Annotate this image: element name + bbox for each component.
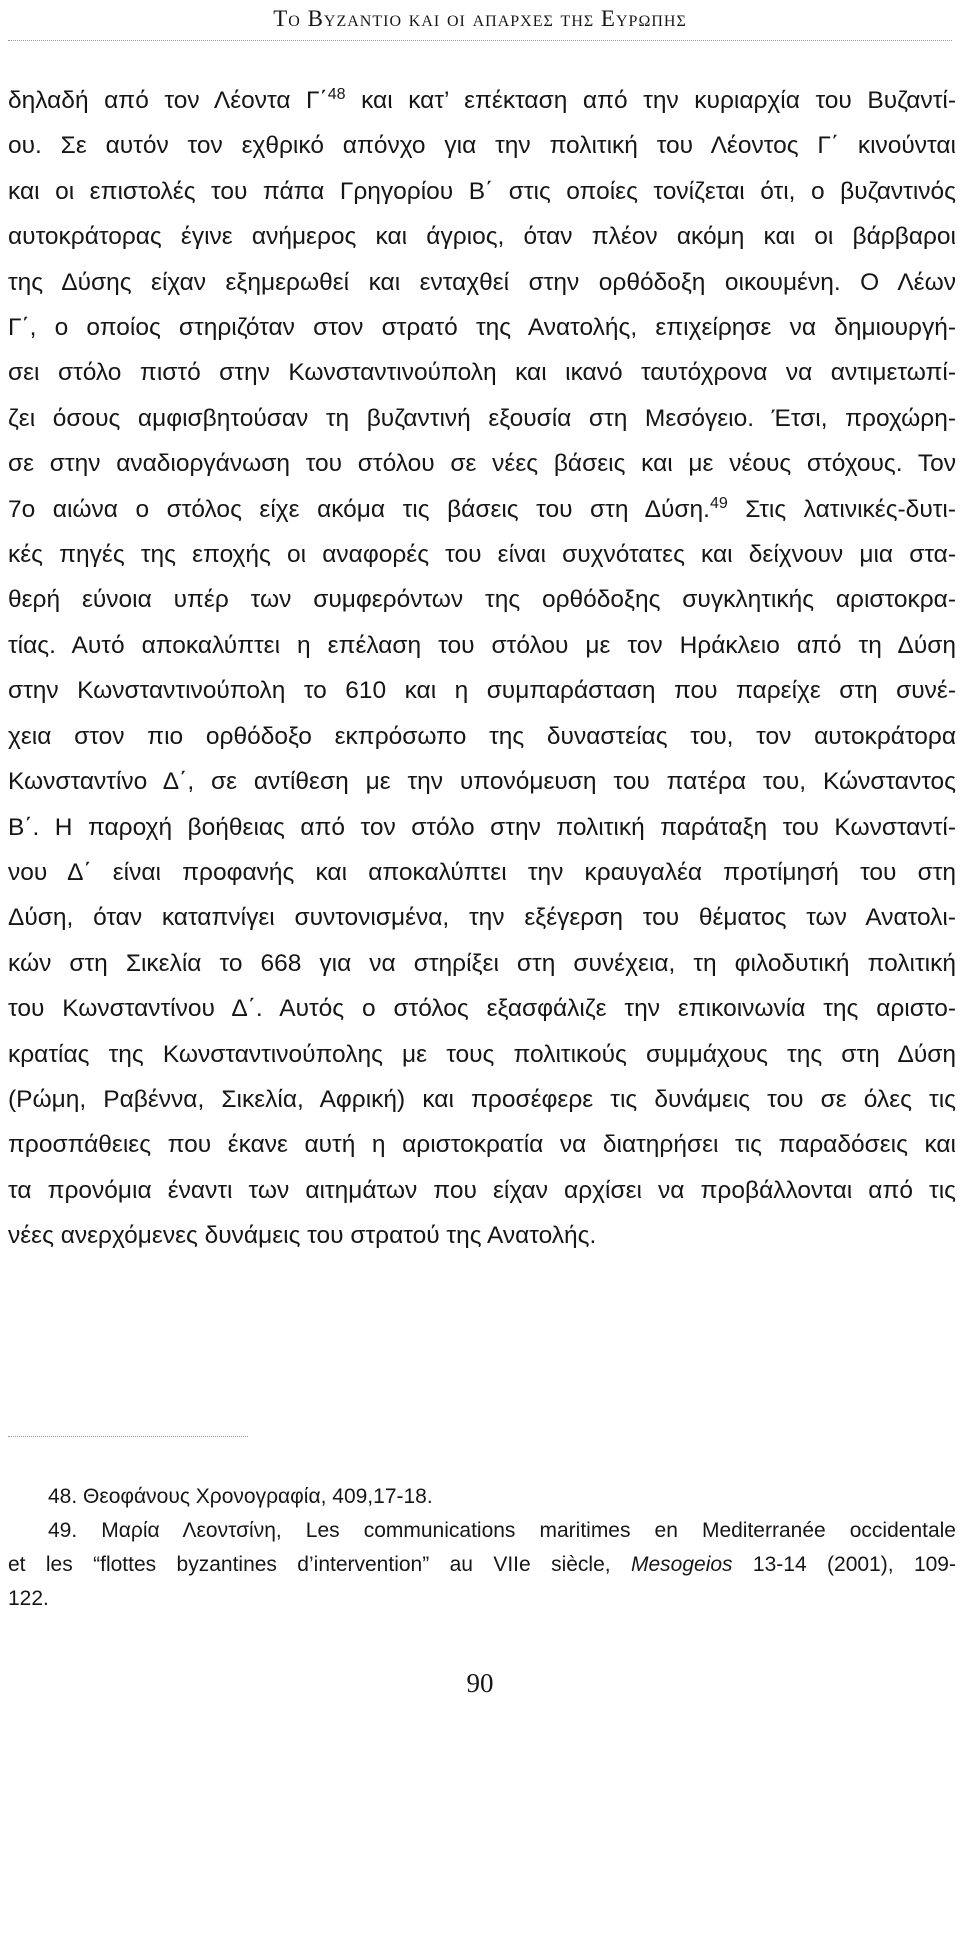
body-line-text: κρατίας της Κωνσταντινούπολης με τους πολιτικούς συμμάχους της στη Δύση — [8, 1040, 956, 1068]
body-line-text: σει στόλο πιστό στην Κωνσταντινούπολη και ικανό ταυτόχρονα να αντιμετωπί- — [8, 359, 956, 387]
body-text — [8, 78, 956, 1259]
body-line — [8, 714, 956, 759]
footnote-reference[interactable]: 48 — [327, 86, 346, 103]
body-line-text: νου Δ΄ είναι προφανής και αποκαλύπτει την κραυγαλέα προτίμησή του στη — [8, 858, 956, 886]
footnote-49-line-2 — [8, 1548, 956, 1582]
body-line — [8, 1213, 956, 1258]
body-line-text: θερή εύνοια υπέρ των συμφερόντων της ορθόδοξης συγκλητικής αριστοκρα- — [8, 586, 956, 614]
body-line-text: 7ο αιώνα ο στόλος είχε ακόμα τις βάσεις του στη Δύση. — [8, 495, 710, 523]
body-line — [8, 1032, 956, 1077]
running-title: Το Βυζαντιο και οι απαρχες της Ευρωπης — [273, 6, 687, 31]
body-line — [8, 396, 956, 441]
body-line-text: τα προνόμια έναντι των αιτημάτων που είχαν αρχίσει να προβάλλονται από τις — [8, 1176, 956, 1204]
body-line-text: Δύση, όταν καταπνίγει συντονισμένα, την εξέγερση του θέματος των Ανατολι- — [8, 904, 956, 932]
footnote-49-line-1: 49. Μαρία Λεοντσίνη, Les communications maritimes en Mediterranée occidentale — [48, 1519, 956, 1542]
body-line — [8, 986, 956, 1031]
body-line — [8, 1077, 956, 1122]
body-line — [8, 78, 956, 123]
footnote-rule — [8, 1436, 248, 1437]
footnote-49-line-3: 122. — [8, 1587, 49, 1610]
body-line — [8, 805, 956, 850]
body-line-text: κές πηγές της εποχής οι αναφορές του είναι συχνότατες και δείχνουν μια στα- — [8, 541, 956, 569]
body-line-text: ζει όσους αμφισβητούσαν τη βυζαντινή εξουσία στη Μεσόγειο. Έτσι, προχώρη- — [8, 404, 956, 432]
body-line-text: νέες ανερχόμενες δυνάμεις του στρατού της Ανατολής. — [8, 1222, 597, 1250]
body-line-text: προσπάθειες που έκανε αυτή η αριστοκρατία να διατηρήσει τις παραδόσεις και — [8, 1131, 956, 1159]
body-line-text: (Ρώμη, Ραβέννα, Σικελία, Αφρική) και προσέφερε τις δυνάμεις του σε όλες τις — [8, 1085, 956, 1113]
body-line-text: και κατ’ επέκταση από την κυριαρχία του Βυζαντί- — [345, 87, 956, 114]
footnote-49-line-2-text-a: et les “flottes byzantines d’intervention” au VIIe siècle, — [8, 1553, 631, 1576]
body-line-text: κών στη Σικελία το 668 για να στηρίξει στη συνέχεια, τη φιλοδυτική πολιτική — [8, 949, 956, 977]
body-line — [8, 668, 956, 713]
body-line-text: αυτοκράτορας έγινε ανήμερος και άγριος, όταν πλέον ακόμη και οι βάρβαροι — [8, 223, 956, 251]
footnote-reference[interactable]: 49 — [709, 494, 728, 512]
body-line — [8, 260, 956, 305]
body-line-text: Β΄. Η παροχή βοήθειας από τον στόλο στην πολιτική παράταξη του Κωνσταντί- — [8, 813, 956, 841]
body-line — [8, 350, 956, 395]
body-line — [8, 532, 956, 577]
body-line — [8, 214, 956, 259]
body-line — [8, 169, 956, 214]
body-line — [8, 305, 956, 350]
body-line — [8, 577, 956, 622]
body-line — [8, 1122, 956, 1167]
body-line-text: και οι επιστολές του πάπα Γρηγορίου Β΄ στις οποίες τονίζεται ότι, ο βυζαντινός — [8, 177, 956, 205]
body-line — [8, 850, 956, 895]
body-line-text: Στις λατινικές-δυτι- — [727, 495, 956, 523]
body-line — [8, 895, 956, 940]
header-rule — [8, 40, 952, 41]
footnote-49-journal-title: Mesogeios — [630, 1553, 733, 1576]
page-number: 90 — [466, 1668, 494, 1698]
body-line — [8, 623, 956, 668]
body-line-text: σε στην αναδιοργάνωση του στόλου σε νέες βάσεις και με νέους στόχους. Τον — [8, 450, 956, 478]
body-line — [8, 487, 956, 532]
body-line — [8, 123, 956, 168]
running-header — [0, 0, 960, 46]
body-line-text: στην Κωνσταντινούπολη το 610 και η συμπαράσταση που παρείχε στη συνέ- — [8, 677, 956, 705]
body-line — [8, 759, 956, 804]
footnote-49-line-2-text-b: 13-14 (2001), 109- — [732, 1553, 956, 1576]
body-line-text: Κωνσταντίνο Δ΄, σε αντίθεση με την υπονόμευση του πατέρα του, Κώνσταντος — [8, 768, 956, 796]
body-line-text: χεια στον πιο ορθόδοξο εκπρόσωπο της δυναστείας του, τον αυτοκράτορα — [8, 722, 956, 750]
body-line-text: ου. Σε αυτόν τον εχθρικό απόνχο για την πολιτική του Λέοντος Γ΄ κινούνται — [8, 132, 956, 160]
footnotes — [8, 1480, 956, 1616]
body-line-text: δηλαδή από τον Λέοντα Γ΄ — [8, 87, 328, 114]
body-line — [8, 941, 956, 986]
body-line-text: της Δύσης είχαν εξημερωθεί και ενταχθεί στην ορθόδοξη οικουμένη. Ο Λέων — [8, 268, 956, 296]
footnote-48: 48. Θεοφάνους Χρονογραφία, 409,17-18. — [48, 1485, 433, 1508]
body-line-text: του Κωνσταντίνου Δ΄. Αυτός ο στόλος εξασφάλιζε την επικοινωνία της αριστο- — [8, 995, 956, 1023]
body-line-text: τίας. Αυτό αποκαλύπτει η επέλαση του στόλου με τον Ηράκλειο από τη Δύση — [8, 631, 956, 659]
body-line — [8, 441, 956, 486]
body-line-text: Γ΄, ο οποίος στηριζόταν στον στρατό της Ανατολής, επιχείρησε να δημιουργή- — [8, 314, 956, 342]
body-line — [8, 1168, 956, 1213]
